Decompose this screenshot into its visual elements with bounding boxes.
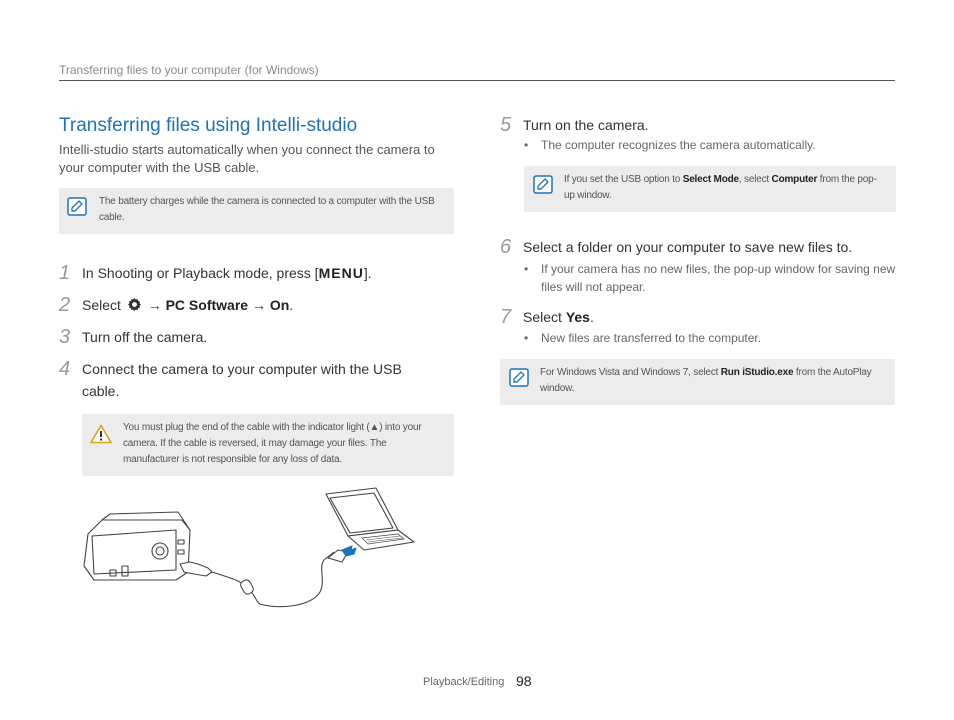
usb-option-note-box — [524, 166, 896, 212]
pc-software-option: PC Software — [165, 297, 249, 313]
step-5-bullet: • The computer recognizes the camera automatically. — [524, 138, 816, 152]
battery-note-text: The battery charges while the camera is connected to a computer with the USB cable. — [99, 196, 435, 223]
note-icon — [533, 175, 553, 194]
warning-icon — [90, 424, 112, 444]
note-icon — [509, 368, 529, 387]
camera-to-laptop-usb-illustration — [80, 484, 440, 614]
menu-key-label: MENU — [318, 265, 364, 281]
step-number: 2 — [59, 294, 71, 316]
page-header-breadcrumb: Transferring files to your computer (for Windows) — [59, 63, 319, 77]
step-1-text-post: ]. — [363, 265, 372, 281]
cable-warning-box — [82, 414, 454, 476]
step-7-text: Select Yes. — [523, 309, 594, 325]
header-divider — [59, 80, 895, 81]
camera-body — [84, 520, 190, 580]
step-7-bullet: • New files are transferred to the computer. — [524, 331, 762, 345]
step-5-text: Turn on the camera. — [523, 117, 649, 133]
battery-note-box — [59, 188, 454, 234]
usb-option-note-text: If you set the USB option to Select Mode, select Computer from the pop-up window. — [564, 174, 877, 201]
step-number: 4 — [59, 358, 71, 380]
step-2-text-pre: Select — [82, 297, 125, 313]
step-3-text: Turn off the camera. — [82, 329, 208, 345]
step-2-text: Select → PC Software → On. — [82, 297, 294, 313]
cable-warning-text: You must plug the end of the cable with the indicator light (▲) into your camera. If the cable is reversed, it may damage your files. The manufacturer is not responsible for any loss of data. — [123, 422, 422, 465]
settings-icon — [127, 297, 142, 312]
yes-option: Yes — [565, 309, 590, 325]
section-intro: Intelli-studio starts automatically when you connect the camera to your computer with the USB cable. — [59, 142, 435, 175]
page-number: 98 — [516, 673, 532, 689]
vista-note-box — [500, 359, 895, 405]
note-icon — [67, 197, 87, 216]
indicator-light-symbol: ▲ — [369, 422, 380, 433]
step-number: 3 — [59, 326, 71, 348]
step-number: 6 — [500, 236, 512, 258]
step-4-text: Connect the camera to your computer with the USB cable. — [82, 361, 402, 399]
step-number: 7 — [500, 306, 512, 328]
step-6-bullet: • If your camera has no new files, the pop-up window for saving new files will not appear. — [524, 262, 896, 294]
on-option: On — [269, 297, 290, 313]
arrow: → — [143, 297, 166, 313]
step-number: 5 — [500, 114, 512, 136]
step-6-text: Select a folder on your computer to save new files to. — [523, 239, 853, 255]
step-1-text — [82, 262, 372, 284]
step-1-text-pre: In Shooting or Playback mode, press [ — [82, 265, 319, 281]
footer-section-label: Playback/Editing — [423, 676, 505, 688]
vista-note-text: For Windows Vista and Windows 7, select Run iStudio.exe from the AutoPlay window. — [540, 367, 872, 394]
step-number: 1 — [59, 262, 71, 284]
arrow: → — [248, 297, 270, 313]
section-title: Transferring files using Intelli-studio — [59, 115, 358, 136]
